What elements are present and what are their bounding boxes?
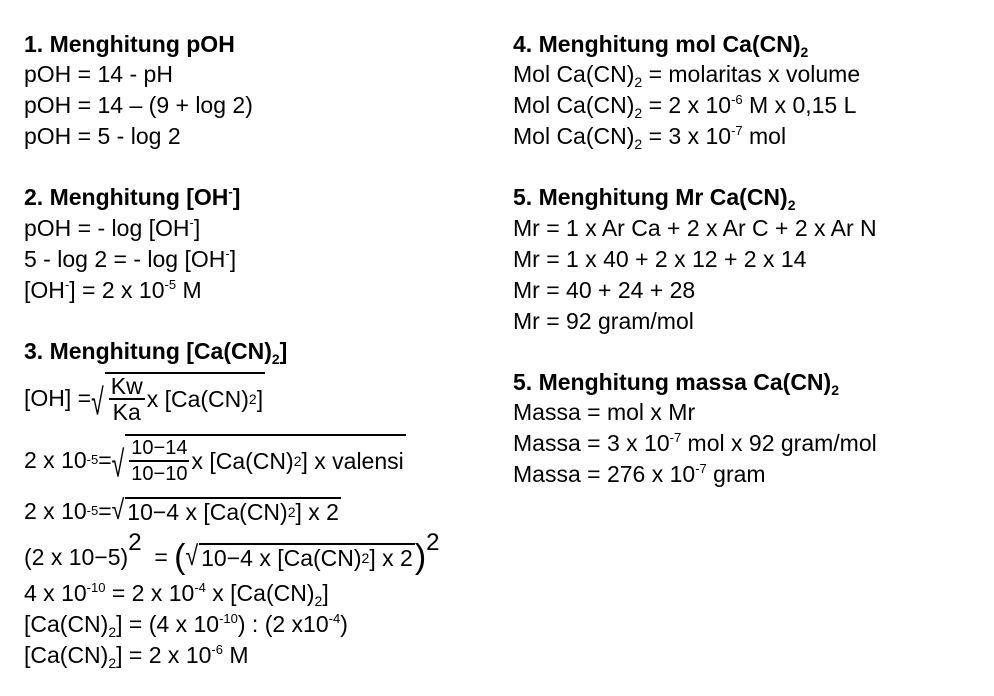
equation-line: Massa = mol x Mr	[513, 399, 696, 425]
section-title: 5. Menghitung massa $Ca(CN)_2$	[513, 369, 840, 398]
equation-line: [OH-] = 2 x $10^{-5}$ M	[24, 277, 202, 303]
equation-line: Mr = 1 x Ar Ca + 2 x Ar C + 2 x Ar N	[513, 215, 877, 241]
sqrt-radical: √ $\frac{10-14}{10-10}$ x [Ca(CN) 2 ] x valensi	[112, 434, 406, 486]
equation-line: Mr = 40 + 24 + 28	[513, 277, 696, 303]
equation-line: Mol $Ca(CN)_2 = 3$ x $10^{-7}$ mol	[513, 123, 787, 152]
equation-line: 4 x $10^{-10} = 2$ x $10^{-4}$ x $[Ca(CN)_2]$	[24, 580, 329, 609]
equation-line: Mol $Ca(CN)_2$ = molaritas x volume	[513, 61, 861, 90]
equation-line: pOH = 5 - log 2	[24, 123, 181, 149]
section-title: 5. Menghitung Mr $Ca(CN)_2$	[513, 184, 796, 213]
equation-line: $[Ca(CN)_2] = (4$ x $10^{-10}$) : (2 $x10^{-4}$)	[24, 611, 348, 640]
equation-line: Mr = 92 gram/mol	[513, 308, 694, 334]
sqrt-radical: √ $\frac{Kw}{Ka}$ x [Ca(CN) 2 ]	[91, 373, 264, 425]
equation-line: $[Ca(CN)_2] = 2$ x $10^{-6}$ M	[24, 642, 249, 671]
equation-line: pOH = 14 – (9 + log 2)	[24, 92, 253, 118]
equation-line: pOH = 14 - pH	[24, 61, 173, 87]
equation-sqrt-line: 2 x 10 -5 = √ 10−4 x [Ca(CN) 2 ] x 2	[24, 493, 339, 525]
section-title: 3. Menghitung $[Ca(CN)_2]$	[24, 338, 288, 367]
equation-line: 5 - log 2 = - log [OH-]	[24, 246, 237, 272]
equation-sqrt-line: [OH] = √ $\frac{Kw}{Ka}$ x [Ca(CN) 2 ]	[24, 373, 264, 425]
equation-line: Mr = 1 x 40 + 2 x 12 + 2 x 14	[513, 246, 807, 272]
equation-sqrt-line: (2 x 10−5) 2 = ( √ 10−4 x [Ca(CN) 2 ] x 2 ) 2	[24, 529, 440, 576]
equation-line: Mol $Ca(CN)_2 = 2$ x $10^{-6}$ M x 0,15 L	[513, 92, 857, 121]
section-title: 1. Menghitung pOH	[24, 31, 235, 57]
sqrt-radical: √ 10−4 x [Ca(CN) 2 ] x 2	[111, 493, 339, 525]
equation-line: Massa = 3 x $10^{-7}$ mol x 92 gram/mol	[513, 430, 877, 456]
sqrt-radical: √ 10−4 x [Ca(CN) 2 ] x 2	[185, 539, 413, 571]
equation-line: pOH = - log [OH-]	[24, 215, 201, 241]
equation-line: Massa = 276 x $10^{-7}$ gram	[513, 461, 766, 487]
section-title: 2. Menghitung [OH-]	[24, 184, 241, 210]
section-title: 4. Menghitung mol $Ca(CN)_2$	[513, 31, 809, 60]
equation-sqrt-line: 2 x 10 -5 = √ $\frac{10-14}{10-10}$ x [Ca(CN) 2 ] x valensi	[24, 432, 406, 488]
